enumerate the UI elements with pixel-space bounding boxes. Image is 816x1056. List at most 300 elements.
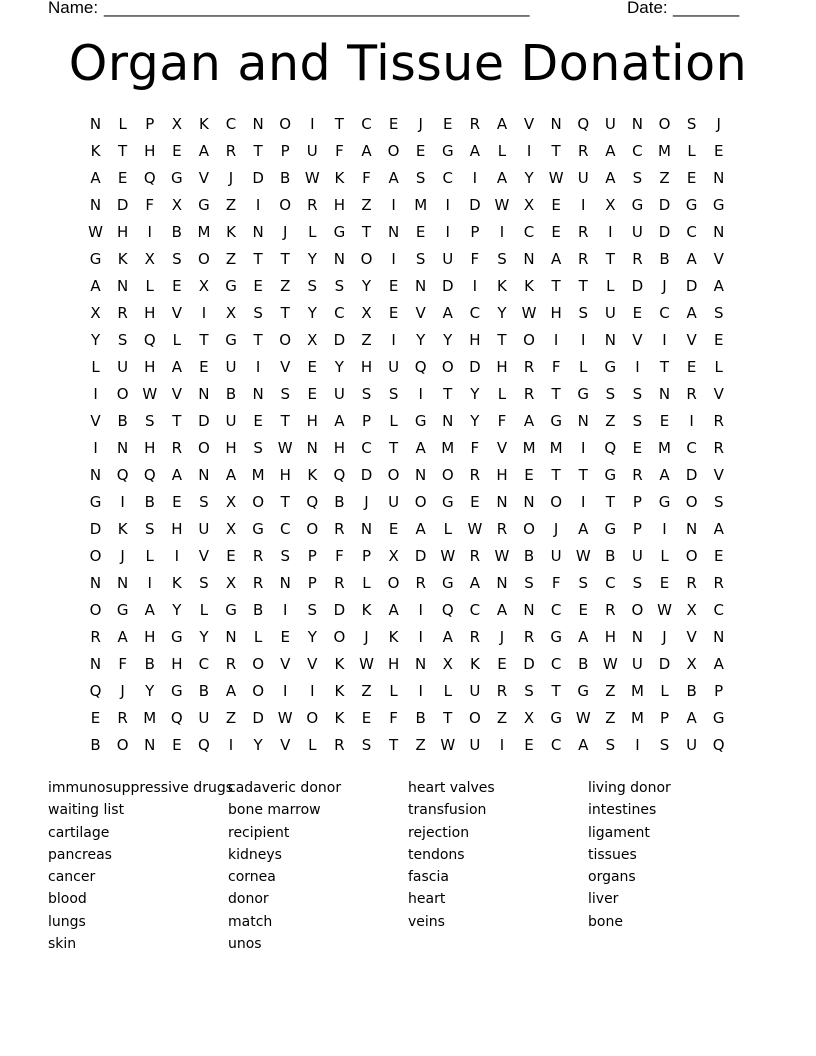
grid-letter: E <box>686 358 697 376</box>
grid-row <box>82 516 734 543</box>
grid-letter: N <box>713 169 725 187</box>
grid-letter: N <box>89 574 102 592</box>
word-bank-item: intestines <box>588 802 657 819</box>
grid-row <box>82 489 734 516</box>
grid-letter: W <box>494 196 510 214</box>
grid-letter: K <box>307 466 318 484</box>
grid-letter: N <box>550 115 562 133</box>
grid-letter: R <box>469 466 481 484</box>
grid-letter: R <box>252 574 264 592</box>
grid-letter: U <box>388 493 400 511</box>
word-bank-item: transfusion <box>408 802 487 819</box>
grid-letter: G <box>604 358 617 376</box>
grid-letter: C <box>225 115 237 133</box>
grid-letter: A <box>713 655 724 673</box>
grid-letter: D <box>685 277 698 295</box>
grid-letter: V <box>198 547 210 565</box>
grid-letter: Y <box>361 277 372 295</box>
grid-letter: H <box>550 304 562 322</box>
grid-letter: K <box>361 601 372 619</box>
word-bank-item: heart valves <box>408 780 495 796</box>
grid-letter: D <box>685 466 698 484</box>
grid-letter: V <box>280 358 291 376</box>
grid-letter: L <box>443 520 452 538</box>
grid-letter: G <box>550 412 562 430</box>
grid-letter: X <box>90 304 101 322</box>
word-bank-item: immunosuppressive drugs <box>48 780 234 796</box>
grid-letter: A <box>442 304 453 322</box>
grid-letter: B <box>605 547 616 565</box>
grid-letter: T <box>578 277 588 295</box>
grid-letter: B <box>415 709 426 727</box>
grid-letter: J <box>228 169 234 187</box>
grid-letter: Q <box>441 601 454 619</box>
grid-letter: F <box>497 412 507 430</box>
grid-letter: S <box>280 547 290 565</box>
grid-letter: G <box>712 196 725 214</box>
word-bank-item: blood <box>48 891 87 908</box>
grid-letter: W <box>467 520 483 538</box>
grid-letter: G <box>577 385 590 403</box>
grid-letter: R <box>415 574 426 592</box>
grid-letter: P <box>632 520 642 538</box>
grid-letter: W <box>521 304 537 322</box>
grid-letter: A <box>415 520 426 538</box>
grid-letter: W <box>359 655 374 673</box>
grid-letter: S <box>117 331 128 349</box>
grid-letter: J <box>120 682 125 700</box>
grid-letter: V <box>713 466 724 484</box>
grid-letter: I <box>147 223 152 241</box>
grid-letter: I <box>553 331 559 349</box>
grid-letter: L <box>199 601 209 619</box>
grid-letter: O <box>279 331 292 349</box>
grid-letter: Y <box>199 628 209 646</box>
grid-letter: Y <box>334 358 344 376</box>
grid-letter: G <box>604 466 617 484</box>
grid-letter: X <box>523 196 535 214</box>
grid-letter: G <box>333 223 346 241</box>
grid-letter: U <box>388 358 400 376</box>
grid-letter: B <box>252 601 264 619</box>
grid-letter: N <box>360 520 373 538</box>
grid-letter: Q <box>143 331 156 349</box>
grid-letter: N <box>225 628 237 646</box>
grid-letter: A <box>171 466 182 484</box>
grid-letter: G <box>550 709 562 727</box>
grid-letter: N <box>713 223 725 241</box>
grid-letter: E <box>388 520 399 538</box>
grid-letter: S <box>632 574 643 592</box>
grid-letter: R <box>225 655 237 673</box>
grid-letter: E <box>388 304 399 322</box>
grid-letter: L <box>145 547 154 565</box>
grid-letter: U <box>225 412 237 430</box>
grid-letter: C <box>361 115 372 133</box>
grid-letter: P <box>145 115 155 133</box>
grid-letter: H <box>144 142 156 160</box>
grid-letter: I <box>418 628 423 646</box>
grid-letter: R <box>334 520 345 538</box>
grid-letter: C <box>550 736 562 754</box>
grid-letter: Y <box>524 169 534 187</box>
grid-letter: N <box>685 520 698 538</box>
grid-letter: T <box>388 736 399 754</box>
name-field[interactable]: _____________________________________________ <box>104 0 530 17</box>
grid-letter: E <box>388 115 399 133</box>
grid-letter: J <box>499 628 505 646</box>
grid-letter: P <box>307 574 317 592</box>
grid-letter: K <box>334 682 345 700</box>
grid-letter: T <box>605 493 615 511</box>
grid-letter: D <box>441 277 454 295</box>
grid-letter: D <box>89 520 102 538</box>
grid-letter: H <box>144 439 156 457</box>
grid-letter: O <box>89 547 102 565</box>
grid-letter: D <box>116 196 129 214</box>
grid-letter: M <box>441 439 455 457</box>
grid-letter: E <box>388 277 399 295</box>
grid-letter: M <box>522 439 536 457</box>
grid-letter: M <box>630 709 644 727</box>
grid-letter: O <box>116 736 129 754</box>
grid-letter: H <box>171 655 183 673</box>
grid-letter: Y <box>470 385 480 403</box>
grid-letter: W <box>602 655 618 673</box>
grid-letter: H <box>144 304 156 322</box>
grid-letter: X <box>307 331 318 349</box>
grid-letter: U <box>631 547 643 565</box>
grid-letter: E <box>713 547 724 565</box>
word-column <box>588 777 768 955</box>
grid-letter: D <box>360 466 373 484</box>
grid-letter: Z <box>225 196 237 214</box>
word-bank-item: skin <box>48 936 77 953</box>
grid-letter: L <box>687 142 696 160</box>
grid-letter: E <box>443 115 453 133</box>
grid-letter: T <box>443 709 453 727</box>
grid-letter: K <box>90 142 101 160</box>
grid-letter: A <box>713 520 724 538</box>
grid-letter: T <box>578 466 588 484</box>
grid-letter: T <box>334 115 344 133</box>
grid-letter: I <box>255 358 261 376</box>
grid-letter: I <box>310 115 315 133</box>
grid-letter: L <box>660 547 669 565</box>
grid-letter: O <box>252 682 265 700</box>
grid-letter: R <box>334 574 345 592</box>
grid-letter: R <box>713 412 724 430</box>
grid-letter: L <box>145 277 154 295</box>
grid-letter: A <box>388 169 399 187</box>
grid-letter: N <box>631 115 644 133</box>
grid-letter: I <box>174 547 180 565</box>
grid-row <box>82 219 734 246</box>
grid-letter: K <box>334 169 345 187</box>
grid-letter: O <box>441 358 454 376</box>
grid-letter: C <box>469 304 481 322</box>
grid-letter: W <box>575 709 591 727</box>
date-field[interactable]: _______ <box>673 0 740 17</box>
grid-letter: N <box>523 493 535 511</box>
grid-letter: I <box>608 223 613 241</box>
grid-letter: E <box>659 574 670 592</box>
grid-row <box>82 138 734 165</box>
grid-letter: V <box>171 385 182 403</box>
name-date-header <box>48 0 748 20</box>
grid-letter: L <box>362 574 371 592</box>
word-bank-item: tendons <box>408 846 465 863</box>
grid-letter: S <box>334 277 345 295</box>
grid-letter: E <box>497 655 507 673</box>
grid-letter: I <box>472 277 478 295</box>
grid-letter: N <box>415 655 427 673</box>
grid-letter: Q <box>198 736 210 754</box>
grid-letter: C <box>442 169 453 187</box>
grid-letter: T <box>280 412 290 430</box>
grid-letter: H <box>225 439 237 457</box>
grid-letter: E <box>172 493 182 511</box>
grid-letter: O <box>658 115 671 133</box>
grid-letter: U <box>604 115 616 133</box>
page-title: Organ and Tissue Donation <box>68 35 748 92</box>
grid-letter: E <box>659 412 670 430</box>
grid-letter: X <box>198 277 210 295</box>
word-column <box>48 777 234 955</box>
grid-letter: H <box>333 439 346 457</box>
word-bank-item: kidneys <box>228 846 282 863</box>
grid-letter: H <box>144 628 156 646</box>
grid-letter: D <box>252 169 264 187</box>
word-bank-item: cartilage <box>48 824 110 841</box>
grid-letter: S <box>524 682 534 700</box>
grid-letter: B <box>523 547 535 565</box>
grid-letter: I <box>581 439 586 457</box>
word-bank-item: ligament <box>588 824 650 841</box>
grid-letter: U <box>225 358 237 376</box>
grid-letter: I <box>526 142 532 160</box>
grid-letter: T <box>551 142 561 160</box>
grid-letter: A <box>225 466 237 484</box>
grid-letter: F <box>470 439 480 457</box>
grid-letter: V <box>307 655 318 673</box>
grid-letter: F <box>362 169 371 187</box>
grid-letter: G <box>414 412 427 430</box>
grid-letter: H <box>171 520 183 538</box>
grid-letter: R <box>686 385 697 403</box>
grid-letter: A <box>551 250 562 268</box>
grid-letter: C <box>523 223 535 241</box>
grid-letter: R <box>496 682 508 700</box>
grid-row <box>82 543 734 570</box>
grid-row <box>82 246 734 273</box>
word-bank-item: recipient <box>228 824 290 841</box>
grid-letter: I <box>472 169 478 187</box>
grid-letter: S <box>199 574 209 592</box>
grid-letter: O <box>387 142 400 160</box>
grid-letter: H <box>144 358 156 376</box>
grid-letter: S <box>361 385 372 403</box>
grid-letter: M <box>549 439 563 457</box>
grid-letter: A <box>578 520 589 538</box>
grid-letter: Q <box>414 358 427 376</box>
word-bank-item: organs <box>588 869 636 886</box>
grid-letter: U <box>306 142 318 160</box>
grid-letter: N <box>198 466 210 484</box>
grid-letter: M <box>630 682 644 700</box>
grid-letter: R <box>496 520 508 538</box>
grid-letter: K <box>117 250 128 268</box>
grid-letter: J <box>364 628 369 646</box>
grid-letter: N <box>387 223 400 241</box>
grid-letter: F <box>335 547 344 565</box>
grid-letter: E <box>524 466 534 484</box>
grid-letter: Y <box>307 304 317 322</box>
grid-letter: L <box>660 682 669 700</box>
grid-letter: F <box>470 250 480 268</box>
grid-letter: V <box>523 115 535 133</box>
grid-letter: O <box>306 520 319 538</box>
grid-letter: A <box>469 142 480 160</box>
grid-letter: A <box>605 142 616 160</box>
grid-letter: X <box>225 520 237 538</box>
grid-letter: N <box>523 601 535 619</box>
grid-letter: B <box>578 655 589 673</box>
grid-letter: A <box>198 142 210 160</box>
grid-letter: O <box>414 493 427 511</box>
grid-letter: S <box>144 520 155 538</box>
grid-letter: A <box>171 358 182 376</box>
grid-letter: D <box>658 223 671 241</box>
grid-letter: Z <box>605 682 616 700</box>
grid-letter: N <box>306 439 318 457</box>
grid-letter: A <box>361 142 372 160</box>
grid-letter: O <box>523 331 535 349</box>
grid-letter: D <box>333 601 346 619</box>
grid-letter: S <box>307 277 318 295</box>
word-bank-item: match <box>228 913 273 930</box>
grid-letter: T <box>551 682 561 700</box>
grid-letter: Z <box>605 709 616 727</box>
grid-letter: L <box>253 628 263 646</box>
grid-letter: S <box>659 736 670 754</box>
grid-letter: A <box>469 574 480 592</box>
grid-letter: I <box>499 736 505 754</box>
grid-letter: S <box>686 115 697 133</box>
grid-letter: N <box>89 115 102 133</box>
grid-letter: E <box>172 736 182 754</box>
grid-letter: R <box>578 250 589 268</box>
grid-letter: Q <box>577 115 590 133</box>
grid-letter: Y <box>307 250 317 268</box>
grid-letter: Z <box>225 250 237 268</box>
grid-letter: C <box>686 439 697 457</box>
grid-letter: U <box>577 169 589 187</box>
grid-letter: T <box>551 277 561 295</box>
grid-letter: A <box>523 412 535 430</box>
grid-letter: G <box>252 520 264 538</box>
grid-letter: Z <box>361 331 372 349</box>
letter-grid <box>82 111 734 759</box>
grid-letter: U <box>631 223 643 241</box>
grid-letter: Y <box>470 412 480 430</box>
word-bank-item: cadaveric donor <box>228 780 342 796</box>
grid-letter: N <box>333 250 345 268</box>
grid-letter: I <box>147 574 152 592</box>
grid-letter: S <box>713 304 724 322</box>
grid-letter: A <box>605 169 616 187</box>
grid-letter: Y <box>443 331 453 349</box>
grid-letter: N <box>117 439 129 457</box>
grid-letter: S <box>632 169 643 187</box>
grid-letter: S <box>172 250 182 268</box>
grid-letter: G <box>225 331 237 349</box>
grid-letter: I <box>635 736 640 754</box>
grid-letter: K <box>226 223 236 241</box>
grid-row <box>82 381 734 408</box>
grid-letter: U <box>333 385 345 403</box>
grid-letter: E <box>524 736 534 754</box>
grid-letter: N <box>252 115 264 133</box>
grid-letter: V <box>686 628 697 646</box>
grid-letter: Y <box>172 601 182 619</box>
grid-letter: E <box>280 628 290 646</box>
grid-letter: Z <box>361 682 372 700</box>
grid-letter: D <box>469 358 481 376</box>
grid-letter: T <box>253 142 263 160</box>
grid-letter: Y <box>497 304 507 322</box>
grid-letter: R <box>252 547 264 565</box>
grid-letter: Z <box>605 412 616 430</box>
grid-letter: N <box>415 466 427 484</box>
grid-letter: G <box>604 520 617 538</box>
grid-row <box>82 435 734 462</box>
grid-letter: V <box>632 331 643 349</box>
grid-letter: F <box>389 709 398 727</box>
word-bank-item: lungs <box>48 913 86 930</box>
grid-letter: O <box>550 493 563 511</box>
grid-letter: Q <box>306 493 319 511</box>
grid-letter: D <box>658 655 671 673</box>
grid-letter: B <box>90 736 101 754</box>
grid-letter: G <box>550 628 562 646</box>
grid-letter: O <box>279 196 292 214</box>
grid-letter: P <box>659 709 670 727</box>
grid-letter: N <box>279 574 291 592</box>
grid-letter: E <box>226 547 236 565</box>
grid-letter: E <box>415 142 426 160</box>
grid-letter: R <box>632 250 643 268</box>
grid-letter: E <box>632 439 643 457</box>
grid-letter: X <box>225 493 237 511</box>
grid-letter: I <box>93 385 98 403</box>
grid-letter: D <box>631 277 644 295</box>
grid-letter: Y <box>307 628 317 646</box>
grid-letter: N <box>604 331 616 349</box>
grid-letter: Z <box>496 709 508 727</box>
grid-letter: G <box>171 628 183 646</box>
grid-letter: G <box>225 277 237 295</box>
grid-letter: R <box>632 466 643 484</box>
grid-letter: K <box>117 520 128 538</box>
grid-letter: A <box>334 412 345 430</box>
grid-letter: S <box>199 493 209 511</box>
grid-letter: R <box>713 574 724 592</box>
grid-letter: O <box>89 601 102 619</box>
grid-letter: X <box>171 196 182 214</box>
grid-letter: T <box>551 466 561 484</box>
grid-letter: I <box>662 520 667 538</box>
